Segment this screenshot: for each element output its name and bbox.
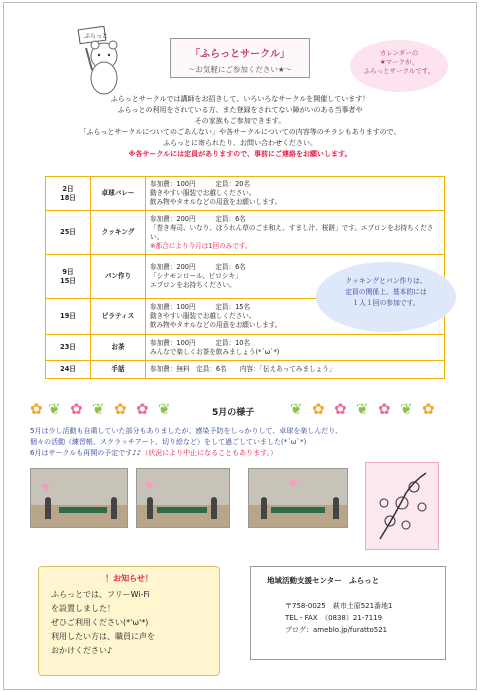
cooking-note-bubble	[316, 262, 456, 332]
center-tel: TEL・FAX （0838）21-7119	[285, 614, 383, 622]
intro-warning: ※各サークルには定員がありますので、事前にご連絡をお願いします。	[128, 150, 352, 158]
schedule-row	[46, 211, 445, 255]
flower-icon: ✿	[30, 400, 43, 418]
schedule-detail: 参加費：200円 定員：6名 「巻き寿司、いなり、ほうれん草のごま和え、すまし汁、桜餅」です。エプロンをお持ちください。 ※都合により今月は1回のみです。	[146, 211, 445, 255]
photo-table-tennis-3	[248, 468, 348, 528]
cooking-note-line: 定員の関係上、基本的には	[345, 288, 427, 296]
heart-icon: ♥	[145, 481, 154, 492]
cut-paper-art-card	[365, 462, 439, 550]
center-blog: ブログ：ameblo.jp/furatto521	[285, 626, 388, 634]
schedule-name: 手話	[91, 361, 146, 379]
cooking-note-line: クッキングとパン作りは、	[345, 277, 427, 285]
leaf-icon: ❦	[356, 400, 369, 418]
center-info-box	[250, 566, 446, 660]
calendar-note-line: カレンダーの	[379, 49, 419, 57]
flower-icon: ✿	[312, 400, 325, 418]
center-name: 地域活動支援センター ふらっと	[267, 576, 380, 585]
center-contact	[285, 600, 445, 636]
intro-line: 「ふらっとサークルについてのごあんない」や各サークルについての内容等のチラシもありますので、	[79, 128, 401, 136]
schedule-detail: 参加費：100円 定員：10名 みんなで楽しくお茶を飲みましょう(*´ω`*)	[146, 335, 445, 361]
flower-icon: ✿	[136, 400, 149, 418]
schedule-name: パン作り	[91, 255, 146, 299]
calendar-note-line: ふらっとサークルです。	[363, 67, 435, 75]
flower-decoration	[30, 402, 450, 424]
center-address: 〒758-0025 萩市土原521番地1	[285, 602, 393, 610]
notice-heading: ！お知らせ！	[105, 574, 153, 583]
schedule-date: 2日 18日	[46, 177, 91, 211]
sakura-cutout-illustration	[366, 463, 438, 549]
cooking-note-line: １人１回の参加です。	[352, 299, 420, 307]
report-heading: 5月の様子	[212, 408, 255, 418]
leaf-icon: ❦	[400, 400, 413, 418]
leaf-icon: ❦	[290, 400, 303, 418]
schedule-detail: 参加費：100円 定員：15名 動きやすい服装でお越しください。 飲み物やタオルなどの用意をお願いします。	[146, 299, 445, 335]
page-title: 「ふらっとサークル」	[190, 49, 290, 60]
notice-body: ふらっとでは、フリーWi-Fi を設置しました！ ぜひご利用ください(*'ω'*) 利用したい方は、職員に声を おかけください♪	[51, 590, 155, 655]
calendar-note-line: ★マークが、	[379, 58, 419, 66]
heart-icon: ♥	[289, 479, 298, 490]
flower-icon: ✿	[334, 400, 347, 418]
schedule-name: ピラティス	[91, 299, 146, 335]
intro-line: ふらっとに寄られたり、お問い合わせください。	[163, 139, 317, 147]
report-note: （状況により中止になることもあります。）	[141, 449, 278, 457]
schedule-row	[46, 177, 445, 211]
schedule-detail: 参加費：100円 定員：20名 動きやすい服装でお越しください。 飲み物やタオルなどの用意をお願いします。	[146, 177, 445, 211]
report-line: 6月はサークルも再開の予定です♪♪（状況により中止になることもあります。）	[30, 449, 278, 457]
title-box	[170, 38, 310, 78]
schedule-name: お茶	[91, 335, 146, 361]
intro-line: その家族もご参加できます。	[194, 117, 286, 125]
report-line: 個々の活動（練習帳、スクラッチアート、切り絵など）をして過ごしていました(*´ω`*)	[30, 438, 307, 446]
photo-table-tennis-1	[30, 468, 128, 528]
schedule-date: 25日	[46, 211, 91, 255]
flower-icon: ✿	[70, 400, 83, 418]
page-subtitle: ～お気軽にご参加ください★～	[187, 65, 293, 74]
leaf-icon: ❦	[48, 400, 61, 418]
bear-mascot-illustration	[76, 26, 128, 98]
calendar-note-bubble	[350, 40, 448, 92]
intro-line: ふらっとサークルでは講師をお招きして、いろいろなサークルを開催しています！	[110, 95, 370, 103]
schedule-row	[46, 361, 445, 379]
report-text	[30, 426, 450, 459]
schedule-detail: 参加費：200円 定員：6名 「シナモンロール、ピロシキ」 エプロンをお持ちください。	[146, 255, 445, 299]
schedule-date: 19日	[46, 299, 91, 335]
leaf-icon: ❦	[158, 400, 171, 418]
flower-icon: ✿	[114, 400, 127, 418]
schedule-date: 24日	[46, 361, 91, 379]
schedule-name: クッキング	[91, 211, 146, 255]
photo-table-tennis-2	[136, 468, 230, 528]
schedule-row	[46, 335, 445, 361]
schedule-date: 9日 15日	[46, 255, 91, 299]
report-line: 5月は少し活動も自粛していた部分もありましたが、感染予防をしっかりして、卓球を楽しんだり、	[30, 427, 343, 435]
leaf-icon: ❦	[92, 400, 105, 418]
schedule-detail: 参加費：無料 定員：6名 内容：「伝えあってみましょう」	[146, 361, 445, 379]
notice-box	[38, 566, 220, 676]
schedule-date: 23日	[46, 335, 91, 361]
flower-icon: ✿	[422, 400, 435, 418]
intro-text	[25, 94, 455, 160]
heart-icon: ♥	[41, 483, 50, 494]
schedule-note: ※都合により今月は1回のみです。	[150, 241, 252, 250]
sign-text: ぷらっと	[84, 33, 109, 40]
flower-icon: ✿	[378, 400, 391, 418]
intro-line: ふらっとの利用をされている方、また登録をされてない障がいのある当事者や	[117, 106, 363, 114]
schedule-name: 卓球バレー	[91, 177, 146, 211]
